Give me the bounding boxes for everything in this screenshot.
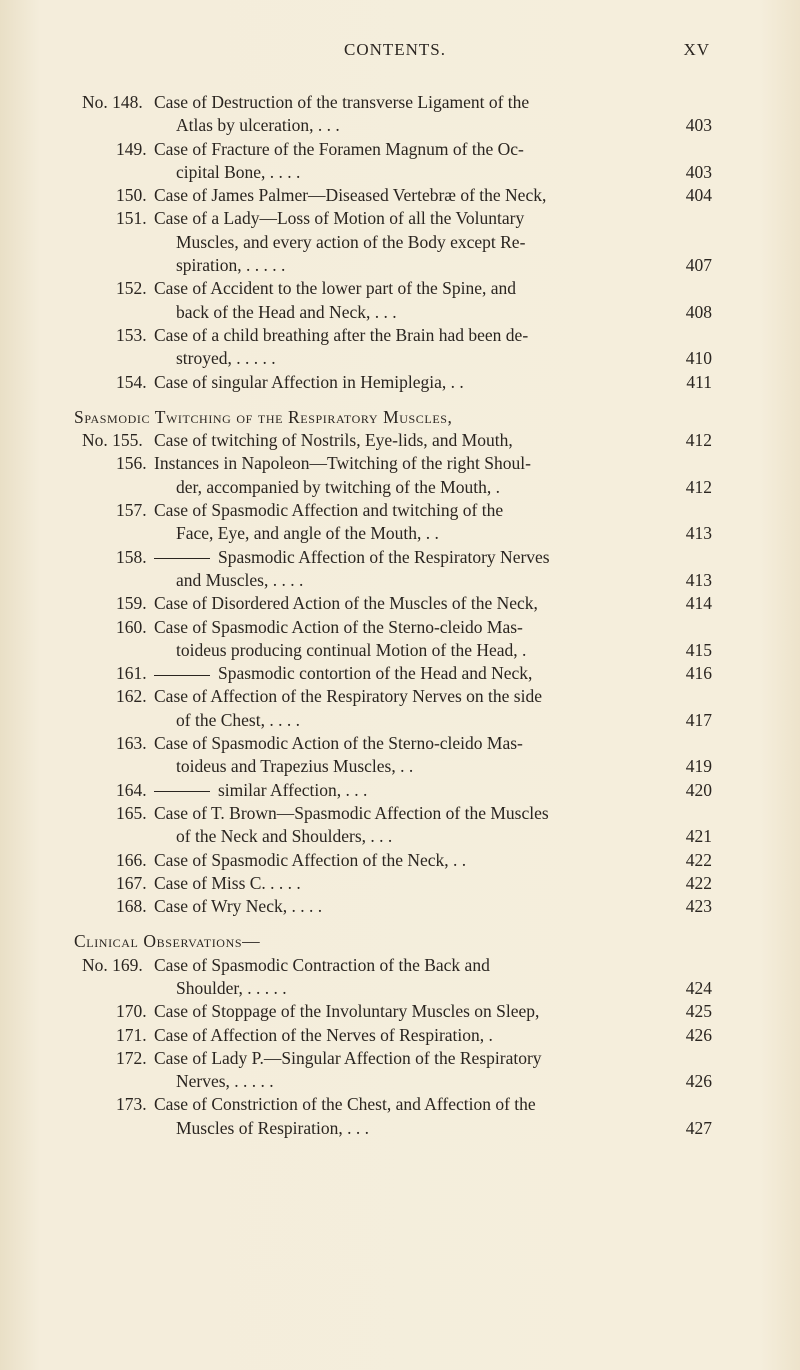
entry-title-line: Nerves, . . . . . bbox=[176, 1071, 274, 1092]
entry-number: No. 148. bbox=[82, 92, 143, 112]
entry-title-line: Case of Spasmodic Contraction of the Back and bbox=[154, 954, 490, 975]
ditto-dash bbox=[154, 791, 210, 792]
entry-title-line: Instances in Napoleon—Twitching of the right Shoul- bbox=[154, 453, 531, 474]
entry-page-number: 415 bbox=[685, 639, 712, 660]
entry-title-line: Muscles of Respiration, . . . bbox=[176, 1117, 369, 1138]
entry-title-line: Case of Spasmodic Action of the Sterno-cleido Mas- bbox=[154, 616, 523, 637]
entry-title bbox=[154, 324, 640, 371]
entry-title-line: Case of Lady P.—Singular Affection of the Respiratory bbox=[154, 1047, 542, 1068]
entry-title bbox=[154, 277, 640, 324]
entry-title-line bbox=[154, 546, 640, 569]
entry-number: 168. bbox=[116, 896, 147, 917]
entry-page-number: 426 bbox=[685, 1024, 712, 1045]
entry-number: 157. bbox=[116, 500, 147, 521]
entry-title-line: Case of Spasmodic Affection of the Neck, . . bbox=[154, 849, 467, 870]
entry-number: 152. bbox=[116, 278, 147, 299]
entry-title bbox=[154, 184, 640, 207]
toc-entry bbox=[82, 277, 722, 324]
entry-title-line: Case of Destruction of the transverse Ligament of the bbox=[154, 92, 530, 112]
entry-number: 160. bbox=[116, 616, 147, 637]
entry-title-line: Case of T. Brown—Spasmodic Affection of the Muscles bbox=[154, 802, 549, 823]
toc-entry bbox=[82, 802, 722, 849]
entry-title-line: toideus and Trapezius Muscles, . . bbox=[176, 756, 414, 777]
section-heading-spasmodic-twitching: Spasmodic Twitching of the Respiratory Muscles, bbox=[74, 406, 453, 427]
entry-title bbox=[154, 1093, 640, 1140]
entry-title-line: Case of James Palmer—Diseased Vertebræ of the Neck, bbox=[154, 185, 547, 206]
entry-title bbox=[154, 207, 640, 277]
entry-number: No. 155. bbox=[82, 430, 143, 451]
entry-page-number: 414 bbox=[685, 593, 712, 614]
toc-entry bbox=[82, 1093, 722, 1140]
toc-group-c bbox=[82, 954, 722, 1140]
entry-number: 149. bbox=[116, 138, 147, 159]
entry-title-line: Case of Fracture of the Foramen Magnum of the Oc- bbox=[154, 138, 524, 159]
entry-title bbox=[154, 1047, 640, 1094]
entry-title-line: Atlas by ulceration, . . . bbox=[176, 115, 340, 136]
entry-title bbox=[154, 685, 640, 732]
entry-page-number: 422 bbox=[685, 849, 712, 870]
entry-title-line: spiration, . . . . . bbox=[176, 255, 286, 276]
ditto-dash bbox=[154, 675, 210, 676]
toc-entry bbox=[82, 592, 722, 615]
entry-page-number: 412 bbox=[685, 430, 712, 451]
toc-entry bbox=[82, 184, 722, 207]
entry-page-number: 423 bbox=[685, 896, 712, 917]
entry-number: 166. bbox=[116, 849, 147, 870]
entry-title bbox=[154, 895, 640, 918]
entry-title-line: of the Neck and Shoulders, . . . bbox=[176, 826, 393, 847]
entry-title bbox=[154, 779, 640, 802]
entry-title-line: Case of Affection of the Respiratory Nerves on the side bbox=[154, 686, 542, 707]
entry-title bbox=[154, 732, 640, 779]
toc-entry bbox=[82, 1000, 722, 1023]
entry-title-line: Case of Disordered Action of the Muscles of the Neck, bbox=[154, 593, 538, 614]
entry-number: 159. bbox=[116, 593, 147, 614]
entry-number: 154. bbox=[116, 371, 147, 392]
entry-title-line: Case of twitching of Nostrils, Eye-lids, and Mouth, bbox=[154, 430, 513, 451]
entry-page-number: 425 bbox=[685, 1001, 712, 1022]
entry-number: 162. bbox=[116, 686, 147, 707]
entry-title bbox=[154, 91, 640, 138]
entry-title-line: Case of Spasmodic Action of the Sterno-cleido Mas- bbox=[154, 733, 523, 754]
toc-entry bbox=[82, 732, 722, 779]
page-title: CONTENTS. bbox=[343, 40, 447, 59]
entry-title-line: of the Chest, . . . . bbox=[176, 709, 300, 730]
entry-title-text: similar Affection, . . . bbox=[218, 779, 368, 800]
entry-title-line bbox=[154, 779, 640, 802]
entry-page-number: 421 bbox=[685, 826, 712, 847]
toc-entry bbox=[82, 91, 722, 138]
entry-title-line: back of the Head and Neck, . . . bbox=[176, 301, 397, 322]
section-heading-clinical-observations: Clinical Observations— bbox=[74, 931, 261, 952]
toc-entry bbox=[82, 499, 722, 546]
entry-number: 170. bbox=[116, 1001, 147, 1022]
entry-page-number: 427 bbox=[685, 1117, 712, 1138]
entry-title-line: Case of Constriction of the Chest, and Affection of the bbox=[154, 1094, 536, 1115]
entry-title-line: Case of Accident to the lower part of the Spine, and bbox=[154, 278, 517, 299]
toc-entry bbox=[82, 954, 722, 1001]
toc-entry bbox=[82, 849, 722, 872]
entry-title bbox=[154, 1000, 640, 1023]
entry-title bbox=[154, 1024, 640, 1047]
toc-entry bbox=[82, 324, 722, 371]
entry-title bbox=[154, 371, 640, 394]
entry-title bbox=[154, 452, 640, 499]
entry-page-number: 408 bbox=[685, 301, 712, 322]
entry-title bbox=[154, 592, 640, 615]
entry-page-number: 419 bbox=[685, 756, 712, 777]
entry-number: 167. bbox=[116, 872, 147, 893]
entry-title-line: stroyed, . . . . . bbox=[176, 348, 276, 369]
entry-title-line: toideus producing continual Motion of the Head, . bbox=[176, 639, 527, 660]
entry-title bbox=[154, 616, 640, 663]
entry-title-line bbox=[154, 662, 640, 685]
entry-page-number: 426 bbox=[685, 1071, 712, 1092]
entry-title-line: Case of Wry Neck, . . . . bbox=[154, 896, 323, 917]
toc-entry bbox=[82, 895, 722, 918]
entry-title-line: Case of Stoppage of the Involuntary Muscles on Sleep, bbox=[154, 1001, 540, 1022]
entry-page-number: 424 bbox=[685, 977, 712, 998]
roman-page-number: XV bbox=[683, 40, 710, 59]
toc-group-b bbox=[82, 429, 722, 918]
entry-title-text: Spasmodic Affection of the Respiratory Nerves bbox=[218, 546, 550, 567]
entry-title-line: Case of a Lady—Loss of Motion of all the Voluntary bbox=[154, 208, 525, 229]
entry-number: No. 169. bbox=[82, 954, 143, 975]
entry-number: 164. bbox=[116, 779, 147, 800]
toc-entry bbox=[82, 546, 722, 593]
toc-entry bbox=[82, 779, 722, 802]
entry-number: 161. bbox=[116, 663, 147, 684]
page-header bbox=[80, 40, 710, 70]
toc-entry bbox=[82, 207, 722, 277]
entry-page-number: 404 bbox=[685, 185, 712, 206]
entry-title-text: Spasmodic contortion of the Head and Neck, bbox=[218, 663, 533, 684]
entry-title-line: Case of singular Affection in Hemiplegia, . . bbox=[154, 371, 464, 392]
toc-entry bbox=[82, 452, 722, 499]
entry-title bbox=[154, 662, 640, 685]
entry-page-number: 407 bbox=[685, 255, 712, 276]
toc-entry bbox=[82, 616, 722, 663]
entry-number: 163. bbox=[116, 733, 147, 754]
entry-page-number: 422 bbox=[685, 872, 712, 893]
entry-title bbox=[154, 546, 640, 593]
entry-title bbox=[154, 872, 640, 895]
entry-page-number: 413 bbox=[685, 523, 712, 544]
entry-page-number: 403 bbox=[685, 115, 712, 136]
entry-page-number: 417 bbox=[685, 709, 712, 730]
toc-entry bbox=[82, 138, 722, 185]
entry-page-number: 420 bbox=[685, 779, 712, 800]
entry-title-line: and Muscles, . . . . bbox=[176, 569, 304, 590]
entry-page-number: 416 bbox=[685, 663, 712, 684]
toc-entry bbox=[82, 685, 722, 732]
entry-title bbox=[154, 499, 640, 546]
entry-title bbox=[154, 138, 640, 185]
toc-entry bbox=[82, 429, 722, 452]
entry-title-line: Face, Eye, and angle of the Mouth, . . bbox=[176, 523, 439, 544]
table-of-contents bbox=[74, 91, 722, 1140]
entry-number: 173. bbox=[116, 1094, 147, 1115]
entry-page-number: 412 bbox=[685, 476, 712, 497]
toc-entry bbox=[82, 662, 722, 685]
entry-title-line: Muscles, and every action of the Body except Re- bbox=[176, 231, 526, 252]
entry-page-number: 413 bbox=[685, 569, 712, 590]
entry-title-line: Case of Spasmodic Affection and twitching of the bbox=[154, 500, 504, 521]
entry-number: 151. bbox=[116, 208, 147, 229]
entry-page-number: 410 bbox=[685, 348, 712, 369]
entry-number: 158. bbox=[116, 546, 147, 567]
entry-title-line: Case of Affection of the Nerves of Respiration, . bbox=[154, 1024, 493, 1045]
entry-title bbox=[154, 954, 640, 1001]
entry-title-line: Shoulder, . . . . . bbox=[176, 977, 287, 998]
ditto-dash bbox=[154, 558, 210, 559]
toc-entry bbox=[82, 1047, 722, 1094]
entry-title bbox=[154, 849, 640, 872]
entry-title bbox=[154, 429, 640, 452]
entry-number: 150. bbox=[116, 185, 147, 206]
entry-number: 165. bbox=[116, 802, 147, 823]
entry-number: 156. bbox=[116, 453, 147, 474]
entry-title-line: Case of a child breathing after the Brain had been de- bbox=[154, 324, 529, 345]
entry-page-number: 403 bbox=[685, 161, 712, 182]
entry-title-line: Case of Miss C. . . . . bbox=[154, 872, 301, 893]
entry-number: 171. bbox=[116, 1024, 147, 1045]
entry-number: 172. bbox=[116, 1047, 147, 1068]
toc-entry bbox=[82, 872, 722, 895]
entry-page-number: 411 bbox=[686, 371, 712, 392]
entry-title-line: der, accompanied by twitching of the Mouth, . bbox=[176, 476, 500, 497]
toc-group-a bbox=[82, 91, 722, 394]
entry-title-line: cipital Bone, . . . . bbox=[176, 161, 301, 182]
toc-entry bbox=[82, 371, 722, 394]
toc-entry bbox=[82, 1024, 722, 1047]
entry-number: 153. bbox=[116, 324, 147, 345]
entry-title bbox=[154, 802, 640, 849]
